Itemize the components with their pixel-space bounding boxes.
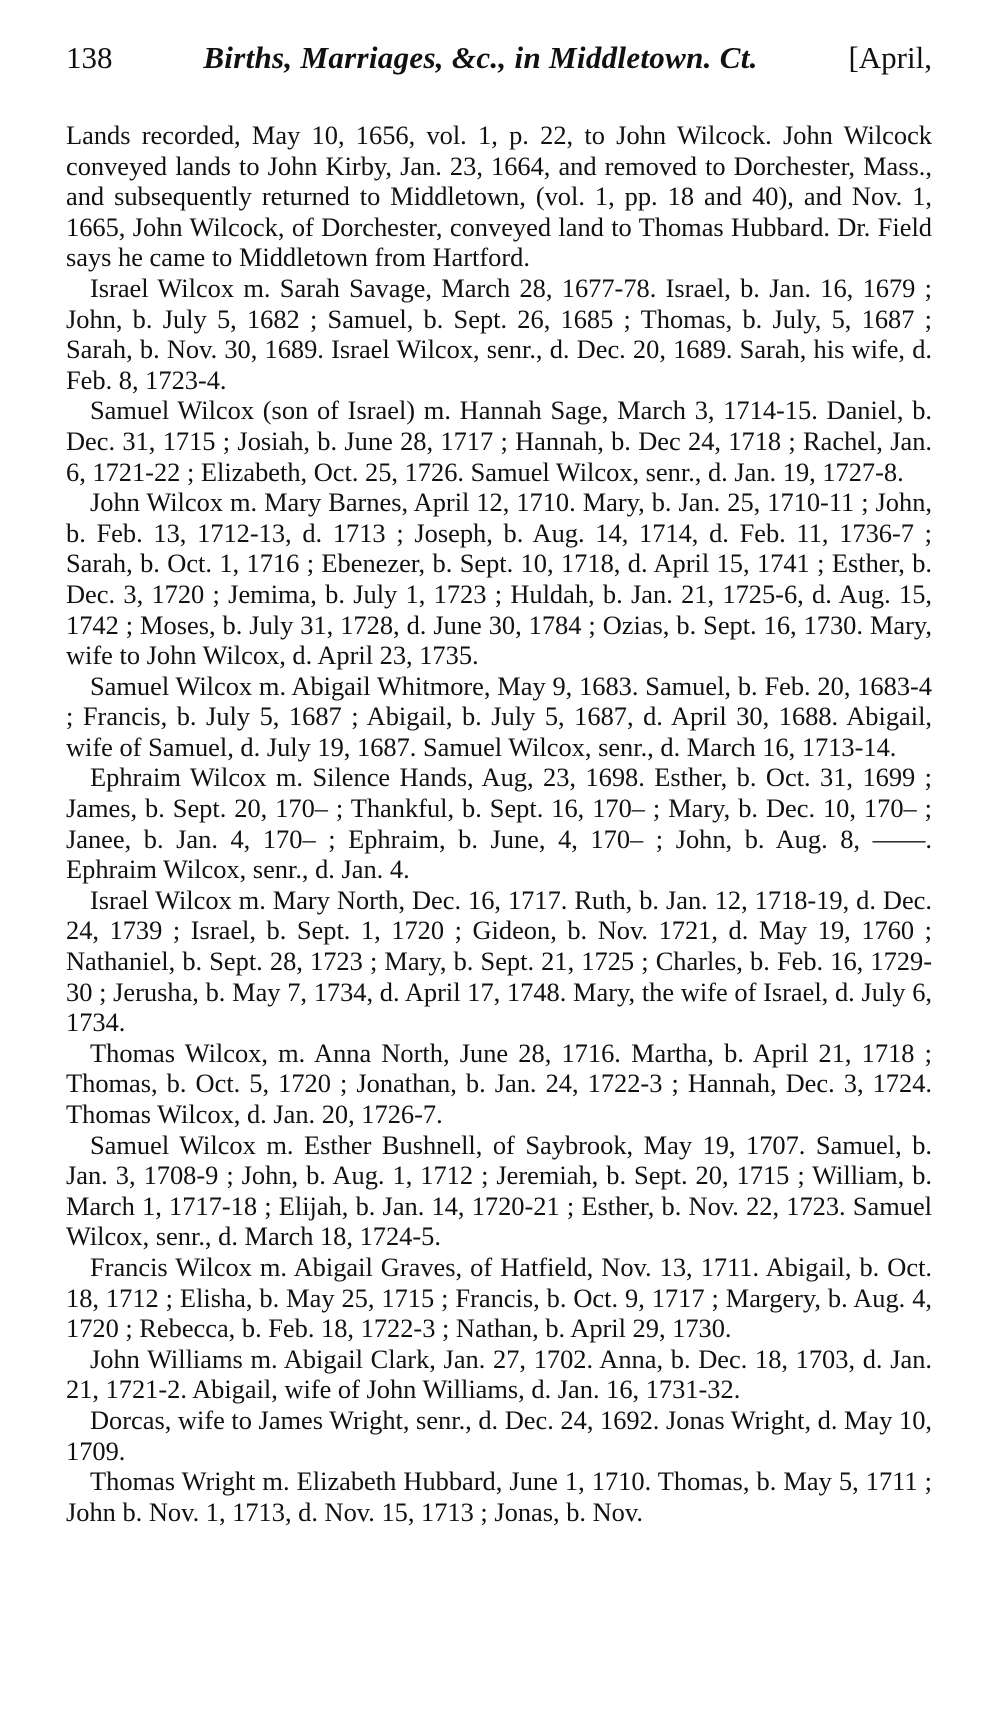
paragraph-thomas-wilcox-north: Thomas Wilcox, m. Anna North, June 28, 1716. Martha, b. April 21, 1718 ; Thomas, b. Oct. 5, 1720 ; Jonathan, b. Jan. 24, 1722-3 ; Hannah, Dec. 3, 1724. Thomas Wilcox, d. Jan. 20, 1726-7.	[66, 1037, 932, 1129]
paragraph-samuel-wilcox-sage: Samuel Wilcox (son of Israel) m. Hannah Sage, March 3, 1714-15. Daniel, b. Dec. 31, 1715 ; Josiah, b. June 28, 1717 ; Hannah, b. Dec 24, 1718 ; Rachel, Jan. 6, 1721-22 ; Elizabeth, Oct. 25, 1726. Samuel Wilcox, senr., d. Jan. 19, 1727-8.	[66, 395, 932, 487]
running-title: Births, Marriages, &c., in Middletown. Ct.	[203, 40, 758, 75]
document-page	[66, 40, 932, 1527]
page-header	[66, 40, 932, 98]
paragraph-john-wilcox-barnes: John Wilcox m. Mary Barnes, April 12, 1710. Mary, b. Jan. 25, 1710-11 ; John, b. Feb. 13, 1712-13, d. 1713 ; Joseph, b. Aug. 14, 1714, d. Feb. 11, 1736-7 ; Sarah, b. Oct. 1, 1716 ; Ebenezer, b. Sept. 10, 1718, d. April 15, 1741 ; Esther, b. Dec. 3, 1720 ; Jemima, b. July 1, 1723 ; Huldah, b. Jan. 21, 1725-6, d. Aug. 15, 1742 ; Moses, b. July 31, 1728, d. June 30, 1784 ; Ozias, b. Sept. 16, 1730. Mary, wife to John Wilcox, d. April 23, 1735.	[66, 487, 932, 671]
page-number: 138	[66, 40, 113, 75]
paragraph-ephraim-wilcox-hands: Ephraim Wilcox m. Silence Hands, Aug, 23, 1698. Esther, b. Oct. 31, 1699 ; James, b. Sept. 20, 170– ; Thankful, b. Sept. 16, 170– ; Mary, b. Dec. 10, 170– ; Janee, b. Jan. 4, 170– ; Ephraim, b. June, 4, 170– ; John, b. Aug. 8, ——. Ephraim Wilcox, senr., d. Jan. 4.	[66, 762, 932, 885]
paragraph-wilcock-lands: Lands recorded, May 10, 1656, vol. 1, p. 22, to John Wilcock. John Wilcock conveyed lands to John Kirby, Jan. 23, 1664, and removed to Dorchester, Mass., and subsequently returned to Middletown, (vol. 1, pp. 18 and 40), and Nov. 1, 1665, John Wilcock, of Dorchester, conveyed land to Thomas Hubbard. Dr. Field says he came to Middletown from Hartford.	[66, 120, 932, 273]
page-body	[66, 120, 932, 1527]
paragraph-john-williams-clark: John Williams m. Abigail Clark, Jan. 27, 1702. Anna, b. Dec. 18, 1703, d. Jan. 21, 1721-2. Abigail, wife of John Williams, d. Jan. 16, 1731-32.	[66, 1343, 932, 1405]
paragraph-samuel-wilcox-bushnell: Samuel Wilcox m. Esther Bushnell, of Saybrook, May 19, 1707. Samuel, b. Jan. 3, 1708-9 ; John, b. Aug. 1, 1712 ; Jeremiah, b. Sept. 20, 1715 ; William, b. March 1, 1717-18 ; Elijah, b. Jan. 14, 1720-21 ; Esther, b. Nov. 22, 1723. Samuel Wilcox, senr., d. March 18, 1724-5.	[66, 1129, 932, 1252]
paragraph-dorcas-wright: Dorcas, wife to James Wright, senr., d. Dec. 24, 1692. Jonas Wright, d. May 10, 1709.	[66, 1404, 932, 1466]
header-month: [April,	[848, 40, 932, 75]
paragraph-thomas-wright-hubbard: Thomas Wright m. Elizabeth Hubbard, June 1, 1710. Thomas, b. May 5, 1711 ; John b. Nov. 1, 1713, d. Nov. 15, 1713 ; Jonas, b. Nov.	[66, 1466, 932, 1527]
paragraph-samuel-wilcox-whitmore: Samuel Wilcox m. Abigail Whitmore, May 9, 1683. Samuel, b. Feb. 20, 1683-4 ; Francis, b. July 5, 1687 ; Abigail, b. July 5, 1687, d. April 30, 1688. Abigail, wife of Samuel, d. July 19, 1687. Samuel Wilcox, senr., d. March 16, 1713-14.	[66, 670, 932, 762]
paragraph-israel-wilcox-north: Israel Wilcox m. Mary North, Dec. 16, 1717. Ruth, b. Jan. 12, 1718-19, d. Dec. 24, 1739 ; Israel, b. Sept. 1, 1720 ; Gideon, b. Nov. 1721, d. May 19, 1760 ; Nathaniel, b. Sept. 28, 1723 ; Mary, b. Sept. 21, 1725 ; Charles, b. Feb. 16, 1729-30 ; Jerusha, b. May 7, 1734, d. April 17, 1748. Mary, the wife of Israel, d. July 6, 1734.	[66, 884, 932, 1038]
paragraph-israel-wilcox-savage: Israel Wilcox m. Sarah Savage, March 28, 1677-78. Israel, b. Jan. 16, 1679 ; John, b. July 5, 1682 ; Samuel, b. Sept. 26, 1685 ; Thomas, b. July, 5, 1687 ; Sarah, b. Nov. 30, 1689. Israel Wilcox, senr., d. Dec. 20, 1689. Sarah, his wife, d. Feb. 8, 1723-4.	[66, 272, 932, 395]
paragraph-francis-wilcox-graves: Francis Wilcox m. Abigail Graves, of Hatfield, Nov. 13, 1711. Abigail, b. Oct. 18, 1712 ; Elisha, b. May 25, 1715 ; Francis, b. Oct. 9, 1717 ; Margery, b. Aug. 4, 1720 ; Rebecca, b. Feb. 18, 1722-3 ; Nathan, b. April 29, 1730.	[66, 1251, 932, 1344]
